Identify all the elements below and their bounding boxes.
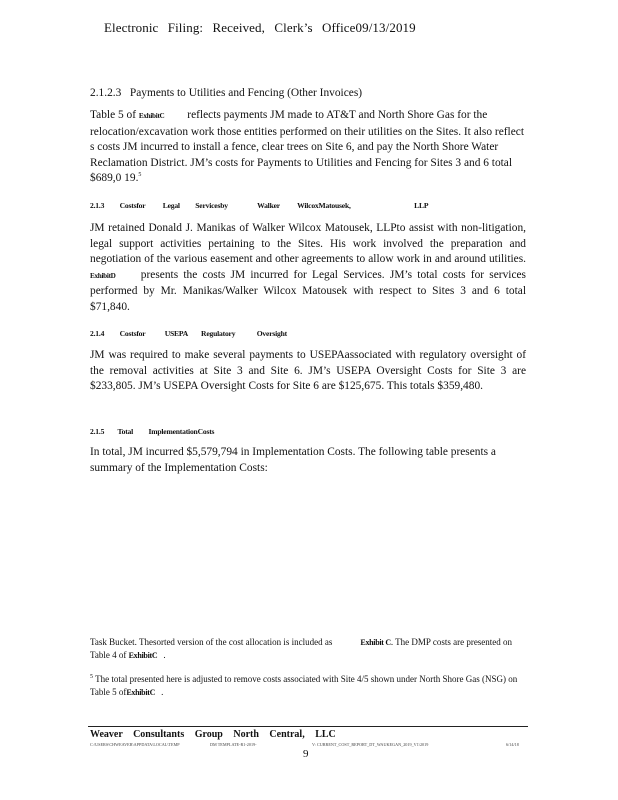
footnote-text: . [163,650,166,660]
footer-divider [88,726,528,727]
paragraph-text: reflects payments JM made to AT&T and North Shore Gas for the relocation/excavation work those entities performed on their utilities on the Sites. It also reflect s costs JM incurred to install a fence, clear trees on Site 6, and pay the North Shore Water Reclamation District. JM’s costs for Payments to Utilities and Fencing for Sites 3 and 6 total $689,0 19. [90,109,524,184]
footnote-text: . [161,687,164,697]
section-2-1-3-heading [90,201,428,210]
heading-word: WilcoxMatousek, [297,201,351,210]
filing-stamp-header: Electronic Filing: Received, Clerk’s Office09/13/2019 [104,20,416,35]
heading-word: Servicesby [195,201,228,210]
section-2-1-5-heading [90,427,214,436]
footnote-number: 5 [90,674,93,680]
footnote-text: Task Bucket. Thesorted version of the cost allocation is included as [90,637,333,647]
section-2-1-5-paragraph: In total, JM incurred $5,579,794 in Implementation Costs. The following table presents a summary of the Implementation Costs: [90,446,496,474]
section-number: 2.1.3 [90,201,105,210]
section-2-1-4-heading [90,329,287,338]
footer-file: V: CURRENT_COST_REPORT_DT_WAUKEGAN_2019_V1\2019 [312,742,429,747]
section-number: 2.1.5 [90,427,105,436]
paragraph-text: JM retained Donald J. Manikas of Walker Wilcox Matousek, LLPto assist with non-litigation, legal support activities pertaining to the Sites. His work involved the preparation and negotiation of the various easement and other agreements to allow work in and around utilities. [90,222,526,265]
heading-word: ImplementationCosts [148,427,215,436]
exhibit-reference: Exhibit C [360,638,391,647]
page-number: 9 [303,748,309,760]
footnote-text: The total presented here is adjusted to remove costs associated with Site 4/5 shown under North Shore Gas (NSG) on Table 5 of [90,674,518,697]
section-number: 2.1.4 [90,329,105,338]
heading-word: USEPA [164,329,188,338]
footer-path: C:\USERS\CHWEAVER\APPDATA\LOCAL\TEMP [90,742,180,747]
heading-word: Total [117,427,134,436]
footnote-marker: 5 [138,172,142,179]
footer-company-name: Weaver Consultants Group North Central, LLC [90,729,336,740]
section-2-1-2-3-paragraph [90,108,526,187]
heading-word: Oversight [256,329,287,338]
heading-word: Walker [257,201,280,210]
exhibit-reference: ExhibitC [128,651,158,660]
exhibit-reference: ExhibitC [138,112,165,120]
heading-word: Costsfor [119,201,146,210]
footnote-continuation [90,636,526,662]
section-2-1-2-3-heading: 2.1.2.3 Payments to Utilities and Fencing (Other Invoices) [90,87,363,99]
heading-word: Regulatory [201,329,236,338]
footer-template: DM TEMPLATE-R1-2019- [210,742,257,747]
exhibit-reference: ExhibitC [126,688,156,697]
footer-date: 6/14/18 [506,742,519,747]
paragraph-text: presents the costs JM incurred for Legal Services. JM’s total costs for services performed by Mr. Manikas/Walker Wilcox Matousek with respect to Sites 3 and 6 total $71,840. [90,268,526,313]
heading-word: Costsfor [119,329,146,338]
heading-word: LLP [414,201,429,210]
paragraph-text: Table 5 of [90,109,139,121]
section-2-1-3-paragraph [90,221,526,315]
heading-word: Legal [162,201,180,210]
footnote-5 [90,673,526,699]
exhibit-reference: ExhibitD [90,271,116,280]
footnote-text: . The DMP costs are presented on Table 4 of [90,637,513,660]
section-2-1-4-paragraph: JM was required to make several payments to USEPAassociated with regulatory oversight of the removal activities at Site 3 and Site 6. JM’s USEPA Oversight Costs for Site 3 are $233,805. JM’s USEPA Oversight Costs for Site 6 are $125,675. This totals $359,480. [90,349,526,392]
